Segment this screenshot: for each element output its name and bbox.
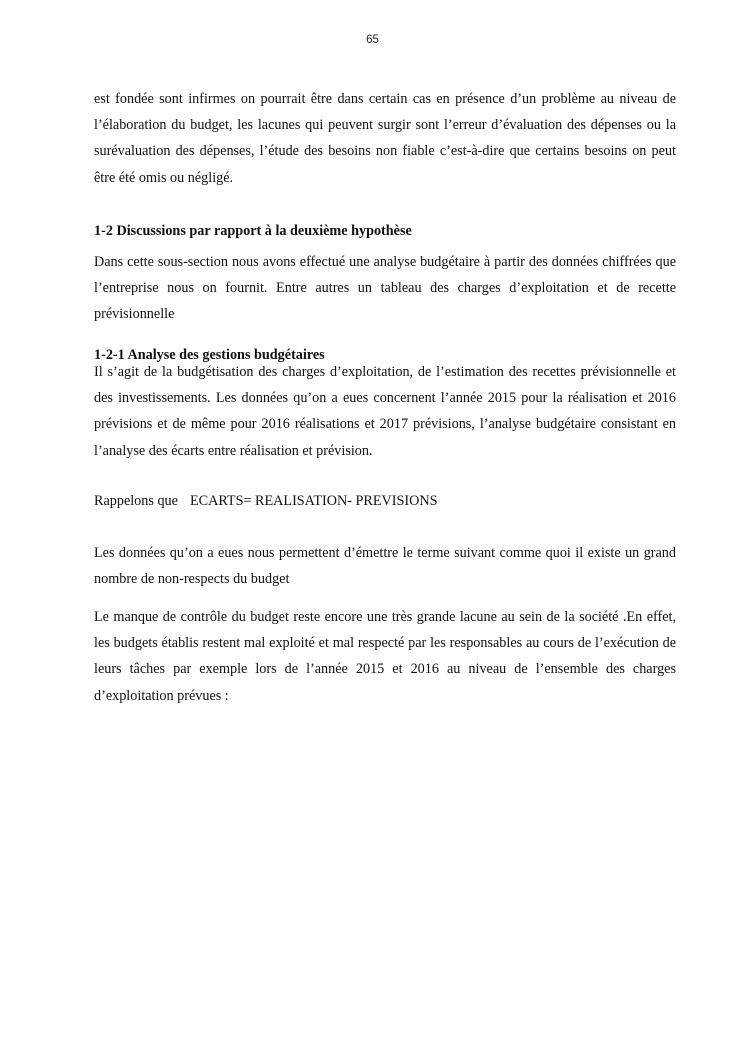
paragraph-budget-management: Il s’agit de la budgétisation des charges d’exploitation, de l’estimation des recettes prévisionnelle et des investissements. Les données qu’on a eues concernent l’année 2015 pour la réalisation et 2016 prévisions et de même pour 2016 réalisations et 2017 prévisions, l’analyse budgétaire consistant en l’analyse des écarts entre réalisation et prévision. xyxy=(94,364,676,459)
paragraph-hypothesis-conclusion: est fondée sont infirmes on pourrait être dans certain cas en présence d’un problème au niveau de l’élaboration du budget, les lacunes qui peuvent surgir sont l’erreur d’évaluation des dépenses ou la surévaluation des dépenses, l’étude des besoins non fiable c’est-à-dire que certains besoins on peut être été omis ou négligé. xyxy=(94,91,676,186)
ecarts-formula-line xyxy=(94,488,676,514)
subsection-heading-1-2-1: 1-2-1 Analyse des gestions budgétaires xyxy=(94,347,325,363)
section-heading-1-2: 1-2 Discussions par rapport à la deuxième hypothèse xyxy=(94,223,412,239)
paragraph-budget-non-respect: Les données qu’on a eues nous permettent d’émettre le terme suivant comme quoi il existe un grand nombre de non-respects du budget xyxy=(94,545,676,588)
rappel-label: Rappelons que xyxy=(94,493,178,509)
ecarts-formula: ECARTS= REALISATION- PREVISIONS xyxy=(189,493,438,509)
page-number: 65 xyxy=(366,34,379,46)
paragraph-budget-analysis-intro: Dans cette sous-section nous avons effectué une analyse budgétaire à partir des données chiffrées que l’entreprise nous on fournit. Entre autres un tableau des charges d’exploitation et de recette prévisionnelle xyxy=(94,254,676,323)
paragraph-budget-control: Le manque de contrôle du budget reste encore une très grande lacune au sein de la société .En effet, les budgets établis restent mal exploité et mal respecté par les responsables au cours de l’exécution de leurs tâches par exemple lors de l’année 2015 et 2016 au niveau de l’ensemble des charges d’exploitation prévues : xyxy=(94,609,676,704)
